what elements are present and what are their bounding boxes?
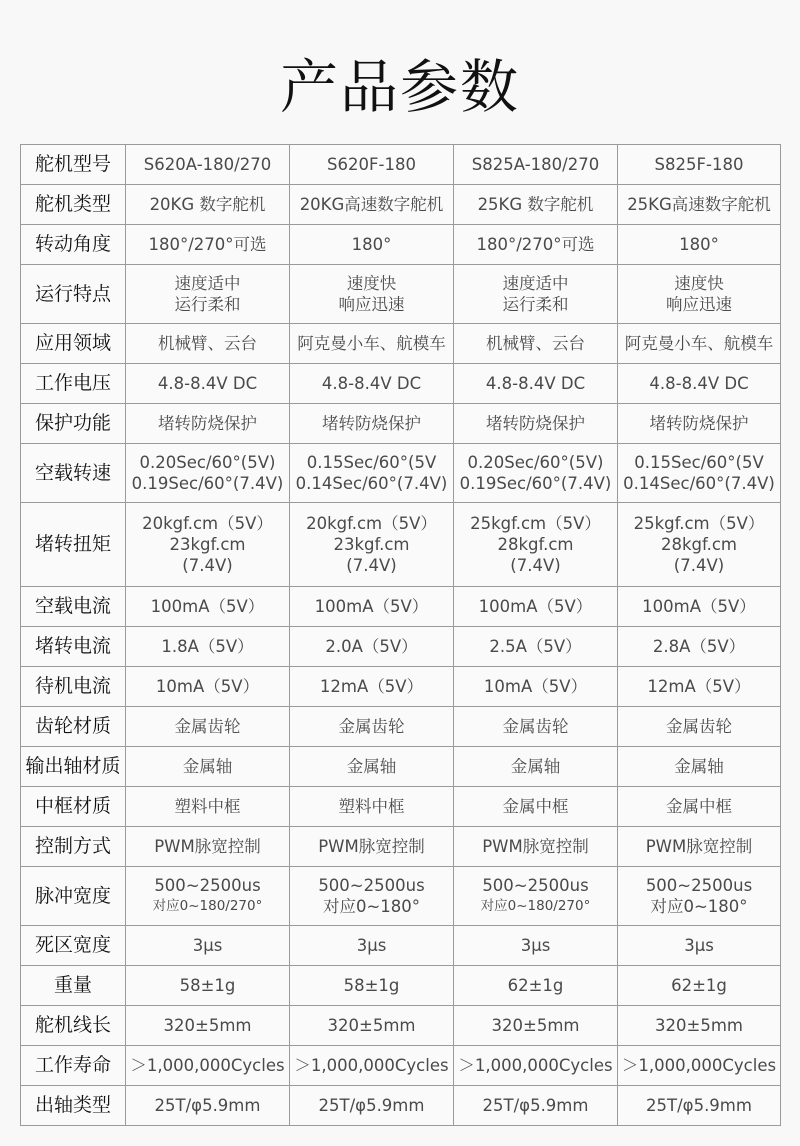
cell-line: 25T/φ5.9mm xyxy=(482,1096,589,1115)
spec-row xyxy=(21,404,781,444)
spec-row xyxy=(21,1006,781,1046)
row-label: 堵转扭矩 xyxy=(21,503,126,587)
cell-line: 0.20Sec/60°(5V) xyxy=(139,453,276,472)
row-label: 工作寿命 xyxy=(21,1046,126,1086)
spec-row xyxy=(21,145,781,185)
row-label: 重量 xyxy=(21,966,126,1006)
spec-cell xyxy=(290,404,454,444)
spec-cell xyxy=(126,787,290,827)
spec-cell xyxy=(126,1086,290,1126)
spec-cell xyxy=(618,503,781,587)
spec-cell xyxy=(454,1006,618,1046)
row-label: 保护功能 xyxy=(21,404,126,444)
cell-line: 3μs xyxy=(520,936,551,955)
spec-cell xyxy=(454,145,618,185)
spec-cell xyxy=(454,225,618,265)
cell-line: 320±5mm xyxy=(655,1016,743,1035)
cell-line: 0.19Sec/60°(7.4V) xyxy=(131,474,284,493)
cell-line: 25T/φ5.9mm xyxy=(318,1096,425,1115)
row-label: 输出轴材质 xyxy=(21,747,126,787)
spec-cell xyxy=(290,364,454,404)
cell-line: ＞1,000,000Cycles xyxy=(621,1056,777,1075)
cell-line: 金属轴 xyxy=(182,757,233,776)
spec-table-body xyxy=(21,145,781,1126)
spec-row xyxy=(21,787,781,827)
spec-row xyxy=(21,1046,781,1086)
spec-cell xyxy=(290,503,454,587)
row-label: 舵机型号 xyxy=(21,145,126,185)
spec-row xyxy=(21,827,781,867)
spec-cell xyxy=(618,867,781,926)
spec-cell xyxy=(618,364,781,404)
spec-row xyxy=(21,444,781,503)
row-label: 空载转速 xyxy=(21,444,126,503)
cell-line: 金属中框 xyxy=(502,797,569,816)
spec-row xyxy=(21,707,781,747)
spec-cell xyxy=(126,145,290,185)
spec-cell xyxy=(454,1086,618,1126)
spec-row xyxy=(21,503,781,587)
spec-cell xyxy=(618,404,781,444)
spec-table xyxy=(20,144,781,1126)
spec-cell xyxy=(126,1046,290,1086)
cell-line: 12mA（5V） xyxy=(319,677,424,696)
cell-line: 堵转防烧保护 xyxy=(158,414,257,433)
spec-cell xyxy=(618,1046,781,1086)
cell-line: 阿克曼小车、航模车 xyxy=(624,334,774,353)
cell-line: (7.4V) xyxy=(673,556,725,575)
spec-row xyxy=(21,747,781,787)
spec-cell xyxy=(290,827,454,867)
cell-line: (7.4V) xyxy=(182,556,233,575)
cell-line: 速度适中 xyxy=(174,274,241,293)
row-label: 脉冲宽度 xyxy=(21,867,126,926)
cell-line: 25KG 数字舵机 xyxy=(477,195,594,214)
spec-cell xyxy=(454,404,618,444)
cell-line: 响应迅速 xyxy=(338,295,405,314)
cell-line: 28kgf.cm xyxy=(660,535,738,554)
cell-line: 25T/φ5.9mm xyxy=(646,1096,752,1115)
spec-cell xyxy=(126,747,290,787)
cell-line: 0.15Sec/60°(5V xyxy=(634,453,764,472)
cell-line: 金属齿轮 xyxy=(174,717,241,736)
spec-row xyxy=(21,265,781,324)
cell-line: 对应0~180° xyxy=(650,897,748,916)
spec-cell xyxy=(126,707,290,747)
cell-line: 25kgf.cm（5V） xyxy=(470,514,601,533)
spec-row xyxy=(21,1086,781,1126)
cell-line: 响应迅速 xyxy=(666,295,732,314)
spec-cell xyxy=(290,324,454,364)
cell-line: 堵转防烧保护 xyxy=(649,414,749,433)
spec-cell xyxy=(290,867,454,926)
cell-line: PWM脉宽控制 xyxy=(154,837,261,856)
spec-cell xyxy=(126,966,290,1006)
cell-line: 3μs xyxy=(356,936,387,955)
cell-line: 20KG高速数字舵机 xyxy=(299,195,444,214)
cell-line: 堵转防烧保护 xyxy=(322,414,421,433)
cell-line: 25KG高速数字舵机 xyxy=(627,195,771,214)
spec-cell xyxy=(618,1006,781,1046)
cell-line: 100mA（5V） xyxy=(150,597,265,616)
spec-cell xyxy=(290,747,454,787)
spec-cell xyxy=(126,867,290,926)
cell-line: 180° xyxy=(679,235,719,254)
cell-line: 机械臂、云台 xyxy=(486,334,585,353)
cell-line: 对应0~180° xyxy=(322,897,421,916)
cell-line: 320±5mm xyxy=(163,1016,252,1035)
spec-cell xyxy=(290,1046,454,1086)
cell-line: 100mA（5V） xyxy=(642,597,756,616)
row-label: 出轴类型 xyxy=(21,1086,126,1126)
cell-line: 58±1g xyxy=(343,976,400,995)
spec-cell xyxy=(454,1046,618,1086)
cell-line: S825A-180/270 xyxy=(471,155,600,174)
spec-row xyxy=(21,364,781,404)
spec-cell xyxy=(618,587,781,627)
cell-line: 2.5A（5V） xyxy=(489,637,582,656)
spec-cell xyxy=(454,787,618,827)
cell-line: 金属齿轮 xyxy=(502,717,569,736)
spec-cell xyxy=(290,787,454,827)
spec-cell xyxy=(290,444,454,503)
cell-line: 62±1g xyxy=(507,976,564,995)
cell-line: ＞1,000,000Cycles xyxy=(130,1056,285,1075)
spec-cell xyxy=(454,966,618,1006)
spec-cell xyxy=(454,364,618,404)
cell-line: 2.0A（5V） xyxy=(325,637,418,656)
cell-line: 500~2500us xyxy=(318,876,425,895)
cell-line: 速度快 xyxy=(346,274,397,293)
cell-line: 金属齿轮 xyxy=(666,717,732,736)
spec-cell xyxy=(454,265,618,324)
cell-line: 对应0~180/270° xyxy=(480,898,591,914)
row-label: 空载电流 xyxy=(21,587,126,627)
cell-line: 25kgf.cm（5V） xyxy=(633,514,765,533)
spec-cell xyxy=(618,145,781,185)
cell-line: 10mA（5V） xyxy=(155,677,260,696)
row-label: 齿轮材质 xyxy=(21,707,126,747)
cell-line: 4.8-8.4V DC xyxy=(485,374,586,393)
spec-cell xyxy=(290,966,454,1006)
cell-line: 0.20Sec/60°(5V) xyxy=(467,453,604,472)
cell-line: 金属齿轮 xyxy=(338,717,405,736)
spec-row xyxy=(21,926,781,966)
cell-line: 320±5mm xyxy=(327,1016,416,1035)
spec-cell xyxy=(454,627,618,667)
cell-line: 4.8-8.4V DC xyxy=(321,374,422,393)
cell-line: 0.14Sec/60°(7.4V) xyxy=(623,474,775,493)
cell-line: 500~2500us xyxy=(154,876,261,895)
cell-line: (7.4V) xyxy=(346,556,397,575)
spec-cell xyxy=(618,324,781,364)
cell-line: 180° xyxy=(351,235,392,254)
cell-line: 机械臂、云台 xyxy=(158,334,257,353)
spec-cell xyxy=(618,265,781,324)
row-label: 待机电流 xyxy=(21,667,126,707)
cell-line: 金属轴 xyxy=(346,757,397,776)
row-label: 应用领域 xyxy=(21,324,126,364)
spec-cell xyxy=(618,185,781,225)
cell-line: 速度快 xyxy=(674,274,724,293)
page-title: 产品参数 xyxy=(279,53,520,121)
cell-line: 4.8-8.4V DC xyxy=(649,374,749,393)
cell-line: 2.8A（5V） xyxy=(652,637,746,656)
row-label: 舵机线长 xyxy=(21,1006,126,1046)
spec-cell xyxy=(126,404,290,444)
spec-cell xyxy=(618,707,781,747)
spec-cell xyxy=(618,827,781,867)
spec-row xyxy=(21,185,781,225)
spec-cell xyxy=(126,827,290,867)
spec-cell xyxy=(126,667,290,707)
cell-line: 3μs xyxy=(684,936,714,955)
cell-line: 180°/270°可选 xyxy=(476,235,595,254)
cell-line: 20KG 数字舵机 xyxy=(149,195,266,214)
row-label: 舵机类型 xyxy=(21,185,126,225)
cell-line: 运行柔和 xyxy=(502,295,569,314)
spec-row xyxy=(21,867,781,926)
spec-cell xyxy=(454,324,618,364)
cell-line: 100mA（5V） xyxy=(478,597,593,616)
cell-line: 塑料中框 xyxy=(174,797,241,816)
cell-line: (7.4V) xyxy=(510,556,561,575)
cell-line: 金属轴 xyxy=(510,757,561,776)
cell-line: ＞1,000,000Cycles xyxy=(294,1056,449,1075)
cell-line: 500~2500us xyxy=(482,876,589,895)
cell-line: 堵转防烧保护 xyxy=(486,414,585,433)
cell-line: 运行柔和 xyxy=(174,295,241,314)
spec-cell xyxy=(454,444,618,503)
cell-line: PWM脉宽控制 xyxy=(482,837,589,856)
spec-cell xyxy=(126,587,290,627)
cell-line: 阿克曼小车、航模车 xyxy=(297,334,446,353)
spec-cell xyxy=(618,225,781,265)
spec-cell xyxy=(454,747,618,787)
spec-cell xyxy=(290,667,454,707)
spec-cell xyxy=(454,185,618,225)
cell-line: 320±5mm xyxy=(491,1016,580,1035)
cell-line: PWM脉宽控制 xyxy=(645,837,753,856)
spec-cell xyxy=(290,926,454,966)
cell-line: 0.15Sec/60°(5V xyxy=(306,453,437,472)
spec-cell xyxy=(126,364,290,404)
cell-line: S620F-180 xyxy=(327,155,416,174)
spec-cell xyxy=(126,324,290,364)
cell-line: 62±1g xyxy=(671,976,727,995)
cell-line: 1.8A（5V） xyxy=(161,637,254,656)
spec-cell xyxy=(126,225,290,265)
cell-line: 23kgf.cm xyxy=(333,535,410,554)
cell-line: 金属轴 xyxy=(674,757,724,776)
spec-cell xyxy=(290,185,454,225)
spec-cell xyxy=(126,444,290,503)
cell-line: 塑料中框 xyxy=(338,797,405,816)
spec-row xyxy=(21,627,781,667)
spec-cell xyxy=(126,627,290,667)
spec-cell xyxy=(126,185,290,225)
cell-line: 12mA（5V） xyxy=(647,677,751,696)
row-label: 转动角度 xyxy=(21,225,126,265)
spec-cell xyxy=(290,1086,454,1126)
spec-cell xyxy=(618,667,781,707)
cell-line: S825F-180 xyxy=(654,155,744,174)
cell-line: 0.19Sec/60°(7.4V) xyxy=(459,474,612,493)
cell-line: 58±1g xyxy=(179,976,236,995)
cell-line: 100mA（5V） xyxy=(314,597,429,616)
spec-row xyxy=(21,324,781,364)
spec-cell xyxy=(454,503,618,587)
row-label: 控制方式 xyxy=(21,827,126,867)
cell-line: PWM脉宽控制 xyxy=(318,837,425,856)
cell-line: 20kgf.cm（5V） xyxy=(142,514,273,533)
spec-cell xyxy=(290,707,454,747)
spec-cell xyxy=(618,787,781,827)
spec-cell xyxy=(454,667,618,707)
spec-cell xyxy=(126,926,290,966)
spec-cell xyxy=(618,926,781,966)
cell-line: 500~2500us xyxy=(645,876,753,895)
spec-cell xyxy=(290,225,454,265)
row-label: 中框材质 xyxy=(21,787,126,827)
spec-row xyxy=(21,966,781,1006)
cell-line: ＞1,000,000Cycles xyxy=(458,1056,613,1075)
spec-cell xyxy=(290,627,454,667)
row-label: 死区宽度 xyxy=(21,926,126,966)
cell-line: 23kgf.cm xyxy=(169,535,246,554)
cell-line: 速度适中 xyxy=(502,274,569,293)
spec-cell xyxy=(290,265,454,324)
spec-cell xyxy=(126,265,290,324)
spec-cell xyxy=(618,627,781,667)
spec-cell xyxy=(126,1006,290,1046)
spec-cell xyxy=(618,747,781,787)
cell-line: 0.14Sec/60°(7.4V) xyxy=(295,474,448,493)
cell-line: 25T/φ5.9mm xyxy=(154,1096,261,1115)
spec-cell xyxy=(454,707,618,747)
spec-cell xyxy=(290,1006,454,1046)
spec-cell xyxy=(618,966,781,1006)
spec-cell xyxy=(454,867,618,926)
cell-line: 10mA（5V） xyxy=(483,677,588,696)
cell-line: 180°/270°可选 xyxy=(148,235,267,254)
cell-line: 4.8-8.4V DC xyxy=(157,374,258,393)
spec-cell xyxy=(290,587,454,627)
spec-cell xyxy=(126,503,290,587)
spec-row xyxy=(21,587,781,627)
spec-cell xyxy=(454,587,618,627)
row-label: 工作电压 xyxy=(21,364,126,404)
row-label: 堵转电流 xyxy=(21,627,126,667)
spec-row xyxy=(21,225,781,265)
spec-row xyxy=(21,667,781,707)
row-label: 运行特点 xyxy=(21,265,126,324)
cell-line: 对应0~180/270° xyxy=(152,898,263,914)
cell-line: 3μs xyxy=(192,936,223,955)
cell-line: 20kgf.cm（5V） xyxy=(306,514,437,533)
spec-cell xyxy=(618,1086,781,1126)
spec-cell xyxy=(618,444,781,503)
cell-line: 28kgf.cm xyxy=(497,535,574,554)
spec-cell xyxy=(454,926,618,966)
cell-line: 金属中框 xyxy=(666,797,732,816)
spec-cell xyxy=(454,827,618,867)
spec-cell xyxy=(290,145,454,185)
cell-line: S620A-180/270 xyxy=(143,155,272,174)
